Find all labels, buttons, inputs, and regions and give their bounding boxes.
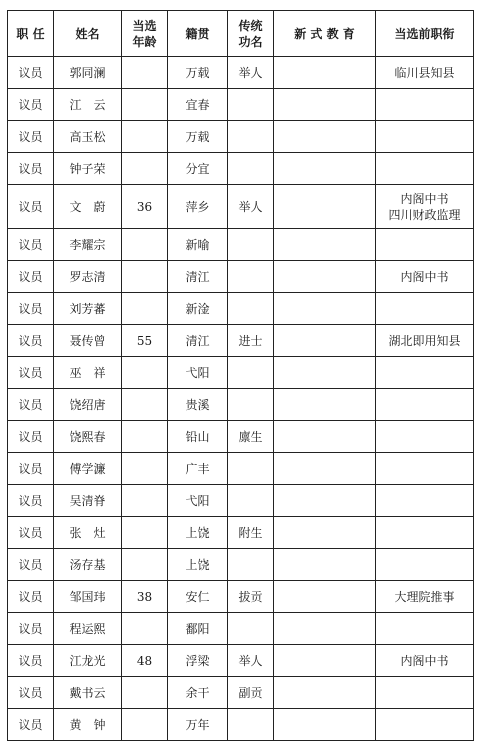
cell-native-place: 清江	[168, 325, 228, 357]
header-position: 职 任	[8, 11, 54, 57]
cell-position: 议员	[8, 709, 54, 741]
cell-traditional-degree	[228, 485, 274, 517]
cell-modern-education	[274, 89, 376, 121]
cell-modern-education	[274, 709, 376, 741]
cell-position: 议员	[8, 325, 54, 357]
cell-modern-education	[274, 677, 376, 709]
cell-modern-education	[274, 517, 376, 549]
cell-prior-title	[376, 293, 474, 325]
cell-traditional-degree	[228, 261, 274, 293]
table-row	[8, 89, 474, 121]
cell-native-place: 新喻	[168, 229, 228, 261]
cell-prior-title	[376, 517, 474, 549]
cell-modern-education	[274, 325, 376, 357]
cell-name: 饶熙春	[54, 421, 122, 453]
cell-prior-title	[376, 645, 474, 677]
table-row	[8, 325, 474, 357]
cell-position: 议员	[8, 581, 54, 613]
cell-position: 议员	[8, 645, 54, 677]
cell-traditional-degree: 举人	[228, 645, 274, 677]
table-row	[8, 645, 474, 677]
cell-traditional-degree: 附生	[228, 517, 274, 549]
cell-traditional-degree	[228, 709, 274, 741]
cell-age	[122, 121, 168, 153]
cell-age: 36	[122, 185, 168, 229]
cell-position: 议员	[8, 453, 54, 485]
cell-traditional-degree	[228, 89, 274, 121]
header-age: 当选年龄	[122, 11, 168, 57]
table-row	[8, 153, 474, 185]
cell-prior-title	[376, 677, 474, 709]
cell-name: 聂传曾	[54, 325, 122, 357]
cell-age	[122, 613, 168, 645]
cell-age	[122, 517, 168, 549]
table-row	[8, 709, 474, 741]
cell-native-place: 余干	[168, 677, 228, 709]
cell-native-place: 分宜	[168, 153, 228, 185]
cell-name: 李耀宗	[54, 229, 122, 261]
cell-traditional-degree: 副贡	[228, 677, 274, 709]
cell-traditional-degree	[228, 153, 274, 185]
table-row	[8, 185, 474, 229]
cell-age	[122, 421, 168, 453]
cell-native-place: 安仁	[168, 581, 228, 613]
cell-modern-education	[274, 185, 376, 229]
table-row	[8, 613, 474, 645]
cell-name: 钟子荣	[54, 153, 122, 185]
cell-age: 38	[122, 581, 168, 613]
cell-position: 议员	[8, 293, 54, 325]
cell-prior-title	[376, 357, 474, 389]
cell-native-place: 清江	[168, 261, 228, 293]
cell-name: 戴书云	[54, 677, 122, 709]
cell-native-place: 浮梁	[168, 645, 228, 677]
cell-prior-title	[376, 89, 474, 121]
cell-traditional-degree: 进士	[228, 325, 274, 357]
prior-title-line: 内阁中书	[400, 191, 449, 206]
cell-modern-education	[274, 613, 376, 645]
cell-prior-title	[376, 325, 474, 357]
cell-modern-education	[274, 229, 376, 261]
cell-name: 巫 祥	[54, 357, 122, 389]
cell-name: 吴清脊	[54, 485, 122, 517]
cell-prior-title	[376, 229, 474, 261]
cell-modern-education	[274, 293, 376, 325]
cell-native-place: 万载	[168, 57, 228, 89]
cell-name: 饶绍唐	[54, 389, 122, 421]
cell-native-place: 鄱阳	[168, 613, 228, 645]
cell-position: 议员	[8, 549, 54, 581]
cell-name: 江 云	[54, 89, 122, 121]
cell-position: 议员	[8, 677, 54, 709]
cell-age	[122, 389, 168, 421]
cell-name: 傅学濂	[54, 453, 122, 485]
cell-native-place: 弋阳	[168, 357, 228, 389]
cell-native-place: 铅山	[168, 421, 228, 453]
cell-modern-education	[274, 57, 376, 89]
cell-position: 议员	[8, 121, 54, 153]
cell-age	[122, 357, 168, 389]
cell-traditional-degree: 拔贡	[228, 581, 274, 613]
cell-modern-education	[274, 485, 376, 517]
header-traditional-degree: 传统功名	[228, 11, 274, 57]
cell-position: 议员	[8, 517, 54, 549]
cell-modern-education	[274, 261, 376, 293]
cell-traditional-degree	[228, 357, 274, 389]
cell-name: 高玉松	[54, 121, 122, 153]
cell-age	[122, 453, 168, 485]
cell-traditional-degree: 举人	[228, 185, 274, 229]
cell-traditional-degree	[228, 293, 274, 325]
cell-position: 议员	[8, 229, 54, 261]
cell-name: 程运熙	[54, 613, 122, 645]
cell-age	[122, 293, 168, 325]
cell-age: 48	[122, 645, 168, 677]
cell-traditional-degree	[228, 121, 274, 153]
table-row	[8, 581, 474, 613]
table-row	[8, 357, 474, 389]
cell-modern-education	[274, 389, 376, 421]
cell-modern-education	[274, 645, 376, 677]
table-row	[8, 549, 474, 581]
table-header	[8, 11, 474, 57]
cell-name: 刘芳蕃	[54, 293, 122, 325]
table-row	[8, 485, 474, 517]
cell-age	[122, 153, 168, 185]
cell-name: 江龙光	[54, 645, 122, 677]
cell-name: 文 蔚	[54, 185, 122, 229]
cell-native-place: 上饶	[168, 517, 228, 549]
header-native-place: 籍贯	[168, 11, 228, 57]
prior-title-line: 内阁中书	[400, 269, 449, 284]
cell-native-place: 万年	[168, 709, 228, 741]
table-row	[8, 293, 474, 325]
cell-prior-title	[376, 453, 474, 485]
cell-traditional-degree	[228, 453, 274, 485]
cell-prior-title	[376, 549, 474, 581]
header-prior-title: 当选前职衔	[376, 11, 474, 57]
cell-position: 议员	[8, 89, 54, 121]
cell-native-place: 贵溪	[168, 389, 228, 421]
cell-prior-title	[376, 57, 474, 89]
table-row	[8, 517, 474, 549]
cell-prior-title	[376, 485, 474, 517]
cell-position: 议员	[8, 57, 54, 89]
cell-age	[122, 485, 168, 517]
cell-prior-title	[376, 581, 474, 613]
cell-native-place: 上饶	[168, 549, 228, 581]
cell-name: 罗志清	[54, 261, 122, 293]
cell-native-place: 宜春	[168, 89, 228, 121]
cell-age	[122, 677, 168, 709]
cell-native-place: 广丰	[168, 453, 228, 485]
cell-position: 议员	[8, 185, 54, 229]
cell-prior-title	[376, 389, 474, 421]
table-row	[8, 389, 474, 421]
table-body	[8, 57, 474, 741]
cell-prior-title	[376, 709, 474, 741]
cell-name: 张 灶	[54, 517, 122, 549]
table-row	[8, 421, 474, 453]
cell-modern-education	[274, 453, 376, 485]
cell-name: 黄 钟	[54, 709, 122, 741]
cell-traditional-degree	[228, 549, 274, 581]
table-row	[8, 261, 474, 293]
cell-age	[122, 57, 168, 89]
table-row	[8, 453, 474, 485]
cell-age	[122, 261, 168, 293]
cell-modern-education	[274, 357, 376, 389]
cell-age	[122, 89, 168, 121]
roster-table	[7, 10, 474, 741]
cell-traditional-degree: 廪生	[228, 421, 274, 453]
prior-title-line: 湖北即用知县	[388, 333, 461, 348]
cell-traditional-degree	[228, 229, 274, 261]
cell-age	[122, 709, 168, 741]
cell-traditional-degree	[228, 389, 274, 421]
roster-table-wrap	[7, 10, 474, 741]
cell-native-place: 弋阳	[168, 485, 228, 517]
cell-position: 议员	[8, 357, 54, 389]
cell-prior-title	[376, 261, 474, 293]
cell-traditional-degree: 举人	[228, 57, 274, 89]
cell-position: 议员	[8, 421, 54, 453]
cell-prior-title	[376, 121, 474, 153]
prior-title-line: 四川财政监理	[388, 207, 461, 222]
cell-native-place: 萍乡	[168, 185, 228, 229]
cell-native-place: 新淦	[168, 293, 228, 325]
cell-prior-title	[376, 185, 474, 229]
cell-traditional-degree	[228, 613, 274, 645]
cell-position: 议员	[8, 261, 54, 293]
cell-name: 郭同澜	[54, 57, 122, 89]
header-modern-education: 新 式 教 育	[274, 11, 376, 57]
cell-name: 邹国玮	[54, 581, 122, 613]
table-row	[8, 229, 474, 261]
cell-age	[122, 549, 168, 581]
cell-prior-title	[376, 613, 474, 645]
table-row	[8, 677, 474, 709]
cell-age	[122, 229, 168, 261]
cell-position: 议员	[8, 389, 54, 421]
table-row	[8, 121, 474, 153]
cell-position: 议员	[8, 153, 54, 185]
cell-name: 汤存基	[54, 549, 122, 581]
cell-modern-education	[274, 121, 376, 153]
prior-title-line: 内阁中书	[400, 653, 449, 668]
header-name: 姓名	[54, 11, 122, 57]
cell-prior-title	[376, 421, 474, 453]
table-row	[8, 57, 474, 89]
prior-title-line: 大理院推事	[394, 589, 455, 604]
cell-position: 议员	[8, 613, 54, 645]
prior-title-line: 临川县知县	[394, 65, 455, 80]
cell-modern-education	[274, 421, 376, 453]
cell-position: 议员	[8, 485, 54, 517]
header-row	[8, 11, 474, 57]
cell-modern-education	[274, 153, 376, 185]
cell-age: 55	[122, 325, 168, 357]
cell-prior-title	[376, 153, 474, 185]
cell-native-place: 万载	[168, 121, 228, 153]
cell-modern-education	[274, 549, 376, 581]
cell-modern-education	[274, 581, 376, 613]
